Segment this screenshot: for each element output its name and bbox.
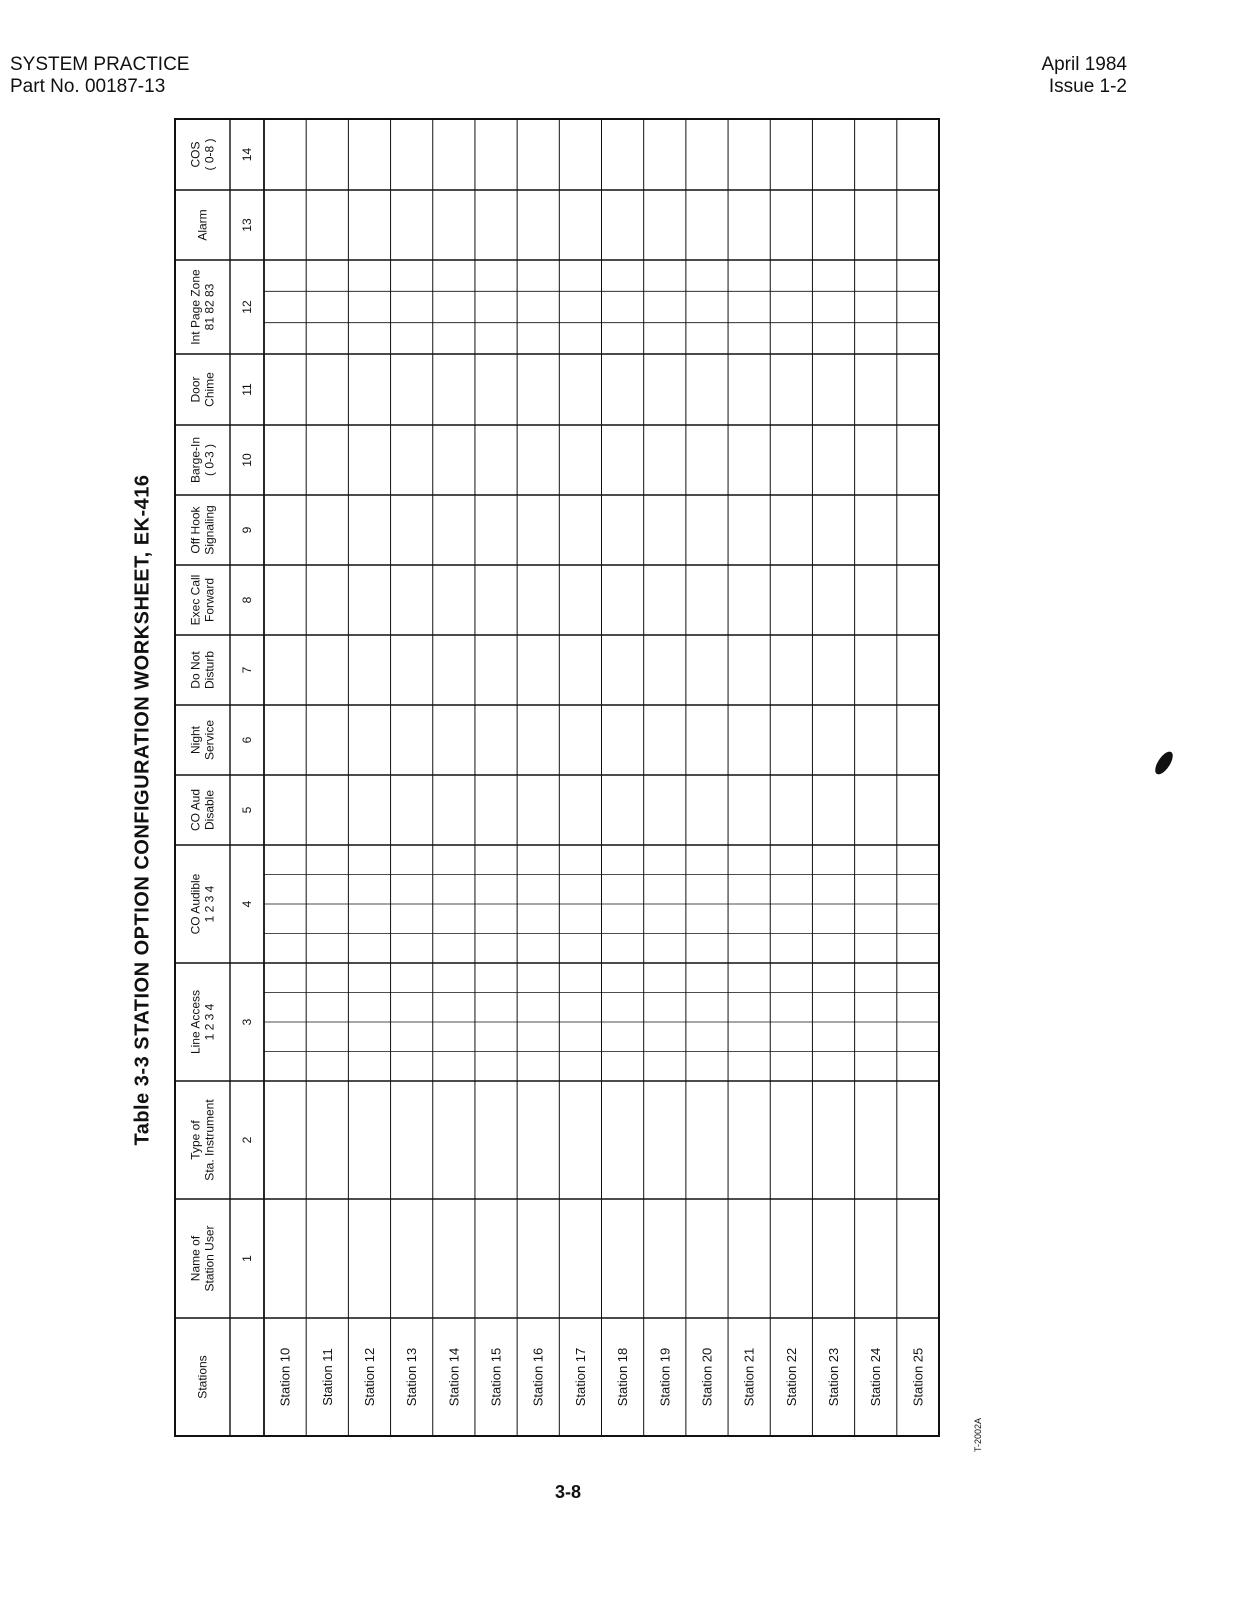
column-number: 2	[240, 1136, 254, 1144]
page-number: 3-8	[554, 1482, 582, 1502]
column-header-label: Do Not	[188, 651, 203, 689]
column-number: 3	[240, 1018, 254, 1026]
station-label: Station 13	[404, 1347, 420, 1407]
station-label: Station 25	[910, 1347, 926, 1407]
column-header-label: 1 2 3 4	[202, 1003, 217, 1041]
column-number: 1	[240, 1255, 254, 1262]
column-header-label: Int Page Zone	[188, 269, 203, 345]
column-header-label: Name of	[188, 1235, 203, 1282]
column-header-label: Stations	[195, 1355, 210, 1399]
column-header-label: Door	[188, 376, 203, 403]
column-number: 8	[240, 596, 254, 604]
column-header-label: COS	[188, 141, 203, 168]
column-number: 5	[240, 806, 254, 814]
column-header-label: Signaling	[202, 505, 217, 555]
column-header-label: CO Aud	[188, 788, 203, 832]
column-number: 7	[240, 666, 254, 674]
column-header-label: CO Audible	[188, 873, 203, 935]
column-header-label: Exec Call	[188, 574, 203, 626]
column-header-label: Chime	[202, 372, 217, 407]
station-label: Station 19	[657, 1347, 673, 1407]
column-header-label: Station User	[202, 1225, 217, 1292]
column-header-label: Alarm	[195, 209, 210, 241]
table-border	[175, 119, 939, 1436]
station-label: Station 22	[783, 1347, 799, 1407]
column-number: 6	[240, 736, 254, 744]
column-header-label: 81 82 83	[202, 283, 217, 331]
station-label: Station 10	[277, 1347, 293, 1407]
station-label: Station 23	[826, 1347, 842, 1407]
table-title: Table 3-3 STATION OPTION CONFIGURATION WORKSHEET, EK-416	[131, 474, 154, 1146]
station-label: Station 18	[615, 1347, 631, 1407]
station-label: Station 12	[361, 1347, 377, 1407]
column-header-label: Type of	[188, 1120, 203, 1160]
station-label: Station 15	[488, 1347, 504, 1407]
column-header-label: Service	[202, 719, 217, 761]
station-label: Station 14	[446, 1347, 462, 1407]
column-header-label: ( 0-8 )	[202, 138, 217, 171]
column-number: 10	[240, 453, 254, 467]
column-number: 12	[240, 300, 254, 314]
system-practice-label: SYSTEM PRACTICE	[10, 54, 190, 75]
column-number: 13	[240, 218, 254, 232]
station-label: Station 16	[530, 1347, 546, 1407]
column-header-label: Forward	[202, 577, 217, 623]
column-header-label: 1 2 3 4	[202, 885, 217, 923]
station-label: Station 17	[572, 1347, 588, 1407]
column-header-label: Disable	[202, 789, 217, 831]
column-number: 11	[240, 383, 254, 396]
station-label: Station 21	[741, 1347, 757, 1407]
column-header-label: Disturb	[202, 650, 217, 690]
column-header-label: Sta. Instrument	[202, 1099, 217, 1181]
column-header-label: Night	[188, 725, 203, 755]
station-label: Station 11	[319, 1348, 335, 1406]
station-label: Station 20	[699, 1347, 715, 1407]
column-header-label: Off Hook	[188, 506, 203, 554]
date-label: April 1984	[1041, 54, 1127, 75]
column-number: 4	[240, 900, 254, 908]
column-header-label: Line Access	[188, 989, 203, 1055]
figure-code: T-2002A	[973, 1417, 983, 1453]
column-header-label: ( 0-3 )	[202, 443, 217, 477]
column-header-label: Barge-In	[188, 436, 203, 484]
part-number-label: Part No. 00187-13	[10, 76, 166, 97]
station-label: Station 24	[868, 1347, 884, 1407]
column-number: 14	[240, 147, 254, 162]
issue-label: Issue 1-2	[1048, 76, 1127, 97]
column-number: 9	[240, 526, 254, 534]
